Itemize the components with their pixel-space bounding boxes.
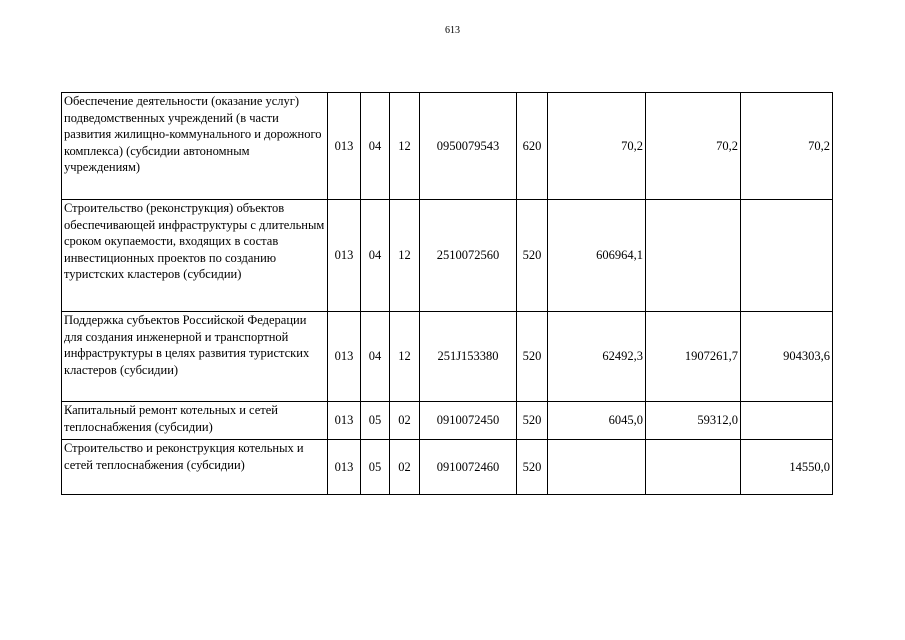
sum-year-3 <box>741 200 833 312</box>
expense-type-code: 520 <box>517 312 548 402</box>
table-row <box>62 402 833 440</box>
target-article-code: 0910072450 <box>420 402 517 440</box>
sum-year-3: 14550,0 <box>741 440 833 495</box>
table-row <box>62 312 833 402</box>
ministry-code: 013 <box>328 440 361 495</box>
table-row <box>62 440 833 495</box>
table-row <box>62 93 833 200</box>
expense-type-code: 520 <box>517 200 548 312</box>
section-code: 04 <box>361 200 390 312</box>
subsection-code: 12 <box>390 93 420 200</box>
budget-table <box>61 92 833 495</box>
target-article-code: 0910072460 <box>420 440 517 495</box>
sum-year-3: 70,2 <box>741 93 833 200</box>
row-name: Строительство (реконструкция) объектов обеспечивающей инфраструктуры с длительным сроком окупаемости, входящих в состав инвестиционных проектов по созданию туристских кластеров (субсидии) <box>62 200 328 312</box>
subsection-code: 12 <box>390 200 420 312</box>
sum-year-2: 59312,0 <box>646 402 741 440</box>
sum-year-2 <box>646 440 741 495</box>
ministry-code: 013 <box>328 402 361 440</box>
target-article-code: 2510072560 <box>420 200 517 312</box>
sum-year-2: 70,2 <box>646 93 741 200</box>
sum-year-1: 6045,0 <box>548 402 646 440</box>
target-article-code: 0950079543 <box>420 93 517 200</box>
target-article-code: 251J153380 <box>420 312 517 402</box>
ministry-code: 013 <box>328 312 361 402</box>
sum-year-1: 606964,1 <box>548 200 646 312</box>
sum-year-1: 70,2 <box>548 93 646 200</box>
row-name: Обеспечение деятельности (оказание услуг) подведомственных учреждений (в части развития жилищно-коммунального и дорожного комплекса) (субсидии автономным учреждениям) <box>62 93 328 200</box>
row-name: Строительство и реконструкция котельных и сетей теплоснабжения (субсидии) <box>62 440 328 495</box>
table-row <box>62 200 833 312</box>
sum-year-3: 904303,6 <box>741 312 833 402</box>
subsection-code: 02 <box>390 440 420 495</box>
expense-type-code: 620 <box>517 93 548 200</box>
row-name: Поддержка субъектов Российской Федерации для создания инженерной и транспортной инфраструктуры в целях развития туристских кластеров (субсидии) <box>62 312 328 402</box>
sum-year-1 <box>548 440 646 495</box>
section-code: 04 <box>361 93 390 200</box>
expense-type-code: 520 <box>517 440 548 495</box>
page-number: 613 <box>445 25 460 36</box>
section-code: 04 <box>361 312 390 402</box>
ministry-code: 013 <box>328 93 361 200</box>
section-code: 05 <box>361 440 390 495</box>
sum-year-3 <box>741 402 833 440</box>
expense-type-code: 520 <box>517 402 548 440</box>
ministry-code: 013 <box>328 200 361 312</box>
sum-year-2 <box>646 200 741 312</box>
sum-year-2: 1907261,7 <box>646 312 741 402</box>
subsection-code: 12 <box>390 312 420 402</box>
subsection-code: 02 <box>390 402 420 440</box>
sum-year-1: 62492,3 <box>548 312 646 402</box>
row-name: Капитальный ремонт котельных и сетей теплоснабжения (субсидии) <box>62 402 328 440</box>
section-code: 05 <box>361 402 390 440</box>
